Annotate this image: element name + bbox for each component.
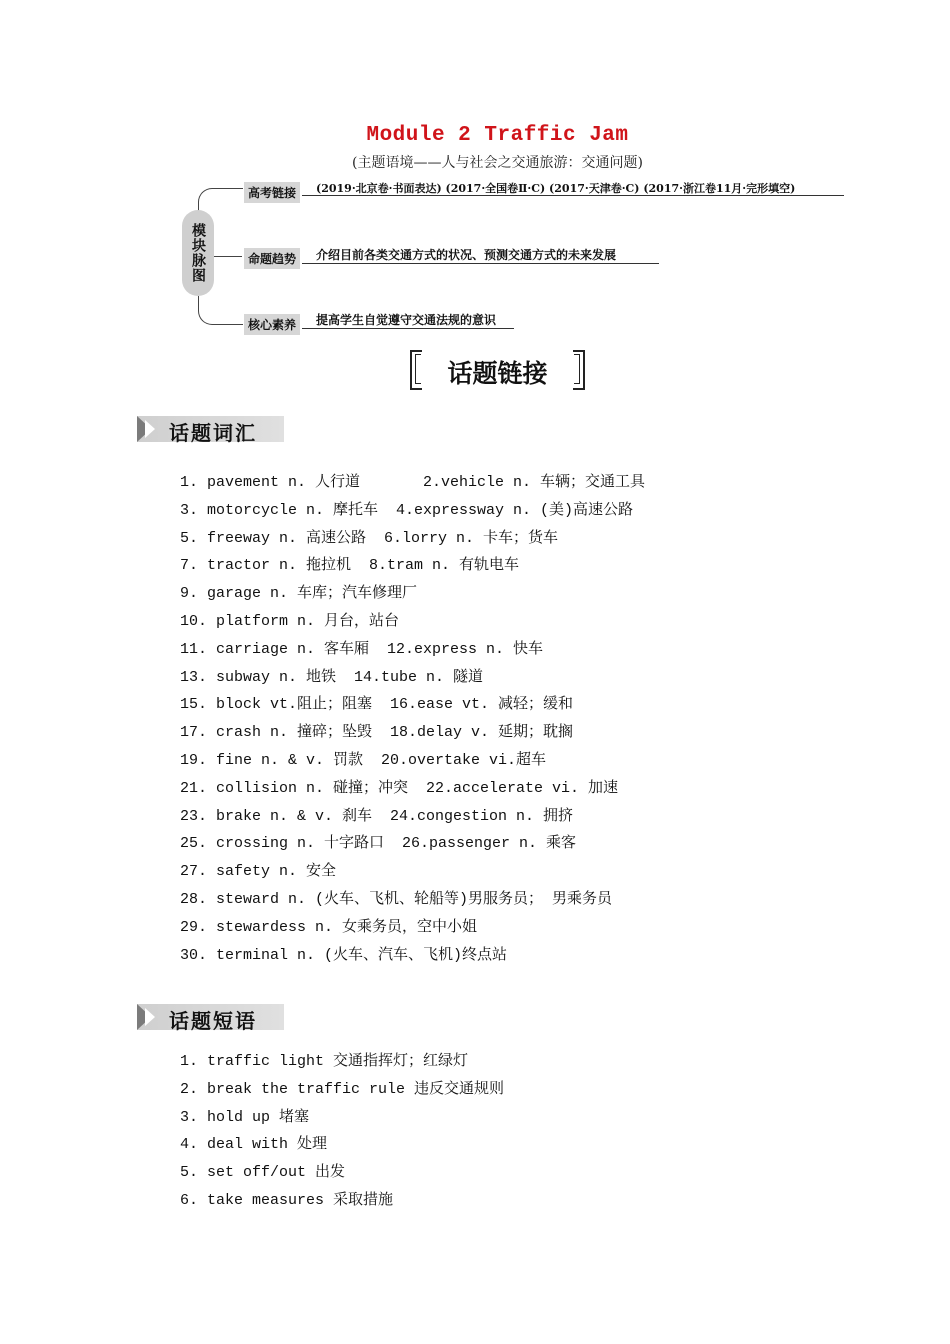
list-item: 2. break the traffic rule 违反交通规则 [180, 1080, 505, 1098]
list-item: 17. crash n. 撞碎；坠毁 18.delay v. 延期；耽搁 [180, 724, 574, 742]
list-item: 19. fine n. & v. 罚款 20.overtake vi.超车 [180, 751, 547, 769]
list-item: 23. brake n. & v. 刹车 24.congestion n. 拥挤 [180, 807, 574, 825]
list-item: 5. freeway n. 高速公路 6.lorry n. 卡车；货车 [180, 529, 559, 547]
list-item: 11. carriage n. 客车厢 12.express n. 快车 [180, 640, 544, 658]
map-rule-literacy [302, 328, 514, 329]
phrase-list [180, 1048, 504, 1215]
list-item: 13. subway n. 地铁 14.tube n. 隧道 [180, 668, 484, 686]
section-title: 话题词汇 [169, 421, 257, 445]
map-bracket-mid [214, 256, 242, 257]
map-bracket-top [198, 188, 243, 211]
list-item: 25. crossing n. 十字路口 26.passenger n. 乘客 [180, 835, 577, 853]
topic-link-banner [410, 350, 585, 388]
section-title: 话题短语 [169, 1009, 257, 1033]
list-item: 30. terminal n. (火车、汽车、飞机)终点站 [180, 946, 508, 964]
right-bracket-icon [573, 350, 585, 390]
banner-text: 话题链接 [447, 359, 548, 388]
map-rule-gaokao [302, 195, 844, 196]
map-text-gaokao: (2019·北京卷·书面表达) (2017·全国卷Ⅱ·C) (2017·天津卷·C) (2017·浙江卷11月·完形填空) [316, 182, 796, 195]
map-center: 模块脉图 [182, 210, 214, 296]
list-item: 1. pavement n. 人行道 2.vehicle n. 车辆；交通工具 [180, 474, 646, 491]
list-item: 27. safety n. 安全 [180, 863, 337, 881]
page-subtitle: (主题语境——人与社会之交通旅游：交通问题) [352, 155, 643, 171]
page-title: Module 2 Traffic Jam [366, 124, 629, 147]
list-item: 29. stewardess n. 女乘务员，空中小姐 [180, 918, 478, 936]
section-header-phrases [137, 1004, 284, 1033]
list-item: 7. tractor n. 拖拉机 8.tram n. 有轨电车 [180, 557, 520, 575]
map-text-literacy: 提高学生自觉遵守交通法规的意识 [316, 313, 497, 327]
list-item: 3. hold up 堵塞 [180, 1108, 310, 1126]
map-text-trend: 介绍目前各类交通方式的状况、预测交通方式的未来发展 [316, 248, 617, 262]
map-label-literacy: 核心素养 [244, 314, 300, 335]
section-header-vocab [137, 416, 284, 445]
list-item: 6. take measures 采取措施 [180, 1191, 394, 1209]
list-item: 21. collision n. 碰撞；冲突 22.accelerate vi. 加速 [180, 779, 619, 797]
map-bracket-bottom [198, 296, 243, 325]
list-item: 10. platform n. 月台，站台 [180, 612, 400, 630]
list-item: 9. garage n. 车库；汽车修理厂 [180, 585, 418, 603]
list-item: 1. traffic light 交通指挥灯；红绿灯 [180, 1053, 469, 1070]
list-item: 3. motorcycle n. 摩托车 4.expressway n. (美)高速公路 [180, 501, 634, 519]
list-item: 15. block vt.阻止；阻塞 16.ease vt. 减轻；缓和 [180, 696, 574, 714]
list-item: 28. steward n. (火车、飞机、轮船等)男服务员； 男乘务员 [180, 890, 613, 908]
left-bracket-icon [410, 350, 422, 390]
map-label-gaokao: 高考链接 [244, 182, 300, 203]
list-item: 4. deal with 处理 [180, 1136, 328, 1154]
map-label-trend: 命题趋势 [244, 248, 300, 269]
list-item: 5. set off/out 出发 [180, 1164, 346, 1182]
map-rule-trend [302, 263, 659, 264]
vocab-list [180, 469, 645, 969]
